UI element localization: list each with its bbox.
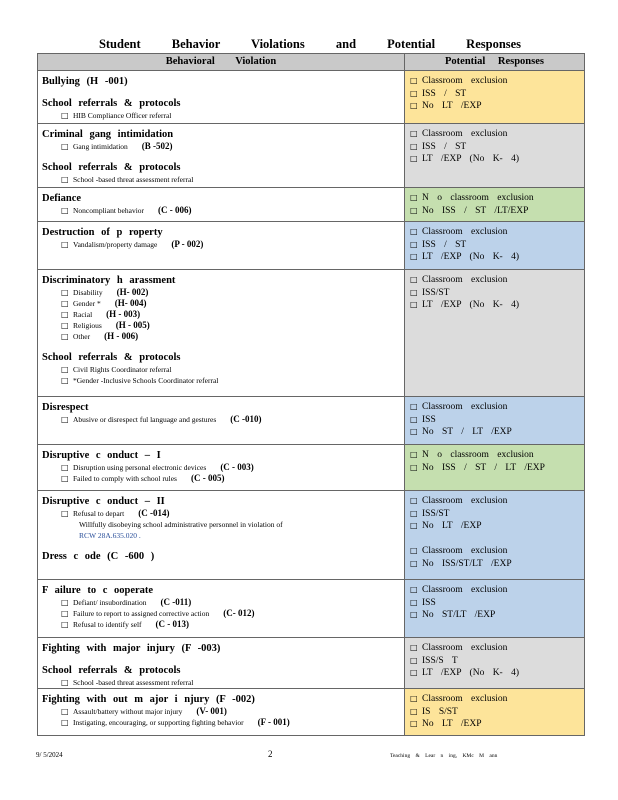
response-text: ISS bbox=[422, 597, 436, 608]
responses-cell bbox=[405, 689, 584, 735]
square-bullet-icon: □ bbox=[61, 415, 69, 424]
square-bullet-icon: □ bbox=[410, 154, 418, 163]
square-bullet-icon: □ bbox=[61, 175, 69, 184]
spacer bbox=[42, 655, 404, 664]
violation-item bbox=[42, 717, 404, 728]
violation-item bbox=[42, 473, 404, 484]
response-text: No ST / LT /EXP bbox=[422, 427, 512, 437]
response-text: ISS / ST bbox=[422, 239, 467, 250]
response-text: Classroom exclusion bbox=[422, 546, 508, 556]
violation-item bbox=[42, 239, 404, 250]
violation-item bbox=[42, 519, 404, 530]
violation-item-text: Other bbox=[73, 332, 91, 341]
square-bullet-icon: □ bbox=[410, 239, 418, 249]
square-bullet-icon: □ bbox=[61, 332, 69, 341]
square-bullet-icon: □ bbox=[410, 655, 418, 665]
response-text: No ISS / ST / LT /EXP bbox=[422, 462, 545, 473]
violation-code: (C- 012) bbox=[223, 608, 255, 618]
violation-item-text: Disability bbox=[73, 288, 103, 297]
violation-code: (H - 005) bbox=[115, 320, 150, 330]
violation-item bbox=[42, 205, 404, 216]
response-item bbox=[410, 449, 584, 462]
violation-item bbox=[42, 309, 404, 320]
response-text: IS S/ST bbox=[422, 706, 458, 717]
violation-heading: Dress c ode (C -600 ) bbox=[42, 551, 155, 562]
square-bullet-icon: □ bbox=[410, 610, 418, 619]
violation-heading: F ailure to c ooperate bbox=[42, 585, 154, 596]
response-text: Classroom exclusion bbox=[422, 402, 508, 412]
response-item bbox=[410, 414, 584, 427]
responses-cell bbox=[405, 188, 584, 221]
response-text: ISS/ST bbox=[422, 508, 450, 519]
violation-item bbox=[42, 508, 404, 519]
response-text: ISS bbox=[422, 414, 436, 425]
response-item bbox=[410, 718, 584, 731]
responses-cell bbox=[405, 638, 584, 688]
table-row bbox=[38, 689, 584, 736]
violation-item-text: Assault/battery without major injury bbox=[73, 707, 183, 716]
responses-cell bbox=[405, 270, 584, 396]
square-bullet-icon: □ bbox=[410, 227, 418, 236]
table-header bbox=[38, 54, 584, 71]
response-text: Classroom exclusion bbox=[422, 585, 508, 595]
response-text: ISS/S T bbox=[422, 655, 458, 666]
violation-cell bbox=[38, 580, 405, 637]
violation-heading: School referrals & protocols bbox=[42, 665, 181, 676]
table-row bbox=[38, 71, 584, 124]
violation-heading: Disruptive c onduct – II bbox=[42, 496, 165, 507]
square-bullet-icon: □ bbox=[410, 101, 418, 110]
response-item bbox=[410, 75, 584, 88]
square-bullet-icon: □ bbox=[410, 193, 418, 202]
violation-cell bbox=[38, 71, 405, 123]
response-text: N o classroom exclusion bbox=[422, 193, 534, 203]
violation-cell bbox=[38, 638, 405, 688]
responses-cell bbox=[405, 71, 584, 123]
square-bullet-icon: □ bbox=[410, 129, 418, 138]
violation-heading: Disrespect bbox=[42, 402, 89, 413]
violation-item bbox=[42, 597, 404, 608]
violation-cell bbox=[38, 222, 405, 269]
response-text: Classroom exclusion bbox=[422, 129, 508, 139]
response-text: Classroom exclusion bbox=[422, 643, 508, 653]
violation-item bbox=[42, 677, 404, 688]
responses-cell bbox=[405, 491, 584, 579]
response-item bbox=[410, 299, 584, 312]
square-bullet-icon: □ bbox=[410, 76, 418, 85]
response-text: Classroom exclusion bbox=[422, 76, 508, 86]
square-bullet-icon: □ bbox=[410, 706, 418, 716]
response-text: ISS/ST bbox=[422, 287, 450, 298]
violation-item-text: Gender * bbox=[73, 299, 101, 308]
square-bullet-icon: □ bbox=[61, 288, 69, 297]
square-bullet-icon: □ bbox=[410, 141, 418, 151]
response-item bbox=[410, 153, 584, 166]
violation-item-text: Willfully disobeying school administrative personnel in violation of bbox=[79, 520, 283, 529]
violation-heading: Defiance bbox=[42, 193, 82, 204]
violation-code: (C - 005) bbox=[190, 473, 225, 483]
violation-item-text: Vandalism/property damage bbox=[73, 240, 158, 249]
square-bullet-icon: □ bbox=[410, 462, 418, 472]
square-bullet-icon: □ bbox=[61, 310, 69, 319]
response-text: No LT /EXP bbox=[422, 719, 482, 729]
response-item bbox=[410, 545, 584, 558]
violation-code: (C - 006) bbox=[158, 205, 192, 215]
violation-item bbox=[42, 331, 404, 342]
responses-cell bbox=[405, 397, 584, 444]
table-row bbox=[38, 270, 584, 397]
response-item bbox=[410, 426, 584, 439]
violation-code: (P - 002) bbox=[171, 239, 204, 249]
response-text: LT /EXP (No K- 4) bbox=[422, 668, 520, 678]
response-item bbox=[410, 192, 584, 205]
violation-item-text: HIB Compliance Officer referral bbox=[73, 111, 172, 120]
response-item bbox=[410, 100, 584, 113]
violation-item-text: School -based threat assessment referral bbox=[73, 175, 194, 184]
violation-cell bbox=[38, 689, 405, 735]
square-bullet-icon: □ bbox=[61, 678, 69, 687]
violation-item-text: Noncompliant behavior bbox=[73, 206, 145, 215]
violation-heading: Bullying (H -001) bbox=[42, 76, 128, 87]
square-bullet-icon: □ bbox=[410, 668, 418, 677]
violation-item-text: *Gender -Inclusive Schools Coordinator referral bbox=[73, 376, 219, 385]
table-row bbox=[38, 222, 584, 270]
header-behavioral-violation: Behavioral Violation bbox=[38, 54, 405, 70]
response-text: LT /EXP (No K- 4) bbox=[422, 252, 520, 262]
square-bullet-icon: □ bbox=[410, 585, 418, 594]
response-item bbox=[410, 667, 584, 680]
response-item bbox=[410, 584, 584, 597]
response-item bbox=[410, 88, 584, 101]
violation-item bbox=[42, 174, 404, 185]
violation-item bbox=[42, 375, 404, 386]
violation-heading: School referrals & protocols bbox=[42, 98, 181, 109]
square-bullet-icon: □ bbox=[61, 707, 69, 716]
violation-code: (V- 001) bbox=[196, 706, 227, 716]
violation-item-text: Abusive or disrespect ful language and gestures bbox=[73, 415, 217, 424]
footer-page-number: 2 bbox=[268, 749, 273, 759]
violation-item bbox=[42, 364, 404, 375]
response-text: No ISS / ST /LT/EXP bbox=[422, 205, 529, 216]
square-bullet-icon: □ bbox=[61, 376, 69, 385]
square-bullet-icon: □ bbox=[410, 694, 418, 703]
violation-cell bbox=[38, 270, 405, 396]
response-item bbox=[410, 693, 584, 706]
square-bullet-icon: □ bbox=[410, 205, 418, 215]
response-item bbox=[410, 609, 584, 622]
response-text: Classroom exclusion bbox=[422, 694, 508, 704]
square-bullet-icon: □ bbox=[61, 463, 69, 472]
violation-heading: Fighting with major injury (F -003) bbox=[42, 643, 221, 654]
response-item bbox=[410, 251, 584, 264]
response-item bbox=[410, 141, 584, 154]
response-text: No ST/LT /EXP bbox=[422, 610, 496, 620]
violation-cell bbox=[38, 397, 405, 444]
violation-item-text[interactable]: RCW 28A.635.020 . bbox=[79, 531, 141, 540]
square-bullet-icon: □ bbox=[410, 643, 418, 652]
response-item bbox=[410, 401, 584, 414]
response-item bbox=[410, 642, 584, 655]
violation-item bbox=[42, 287, 404, 298]
violation-cell bbox=[38, 124, 405, 187]
violation-code: (H- 004) bbox=[114, 298, 147, 308]
response-text: Classroom exclusion bbox=[422, 275, 508, 285]
table-row bbox=[38, 188, 584, 222]
response-item bbox=[410, 226, 584, 239]
violation-item-text: Disruption using personal electronic devices bbox=[73, 463, 207, 472]
spacer bbox=[42, 342, 404, 351]
violation-code: (H- 002) bbox=[116, 287, 149, 297]
responses-cell bbox=[405, 222, 584, 269]
violation-item-text: Defiant/ insubordination bbox=[73, 598, 147, 607]
square-bullet-icon: □ bbox=[410, 719, 418, 728]
response-item bbox=[410, 274, 584, 287]
footer-department: Teaching & Lear n ing, KMc M ann bbox=[390, 753, 498, 759]
square-bullet-icon: □ bbox=[410, 496, 418, 505]
response-item bbox=[410, 655, 584, 668]
square-bullet-icon: □ bbox=[410, 88, 418, 98]
header-potential-responses: Potential Responses bbox=[445, 56, 544, 67]
square-bullet-icon: □ bbox=[410, 508, 418, 518]
violation-code: (B -502) bbox=[141, 141, 173, 151]
square-bullet-icon: □ bbox=[410, 521, 418, 530]
square-bullet-icon: □ bbox=[61, 111, 69, 120]
response-item bbox=[410, 706, 584, 719]
square-bullet-icon: □ bbox=[410, 450, 418, 459]
response-text: ISS / ST bbox=[422, 141, 467, 152]
violation-heading: School referrals & protocols bbox=[42, 352, 181, 363]
response-item bbox=[410, 239, 584, 252]
square-bullet-icon: □ bbox=[61, 142, 69, 151]
square-bullet-icon: □ bbox=[61, 321, 69, 330]
response-text: ISS / ST bbox=[422, 88, 467, 99]
response-item bbox=[410, 128, 584, 141]
table-row bbox=[38, 638, 584, 689]
violation-code: (C - 013) bbox=[155, 619, 190, 629]
violation-item bbox=[42, 619, 404, 630]
table-row bbox=[38, 580, 584, 638]
violation-heading: Disruptive c onduct – I bbox=[42, 450, 161, 461]
response-item bbox=[410, 508, 584, 521]
violation-heading: Fighting with out m ajor i njury (F -002) bbox=[42, 694, 255, 705]
square-bullet-icon: □ bbox=[410, 597, 418, 607]
violation-cell bbox=[38, 445, 405, 490]
response-item bbox=[410, 597, 584, 610]
response-item bbox=[410, 205, 584, 218]
table-body bbox=[38, 71, 584, 736]
table-row bbox=[38, 445, 584, 491]
violation-item bbox=[42, 414, 404, 425]
table-row bbox=[38, 491, 584, 580]
response-item bbox=[410, 558, 584, 571]
violation-code: (C - 003) bbox=[220, 462, 254, 472]
square-bullet-icon: □ bbox=[61, 299, 69, 308]
square-bullet-icon: □ bbox=[410, 402, 418, 411]
square-bullet-icon: □ bbox=[61, 474, 69, 483]
square-bullet-icon: □ bbox=[61, 206, 69, 215]
spacer bbox=[42, 152, 404, 161]
response-text: No LT /EXP bbox=[422, 521, 482, 531]
violation-item bbox=[42, 608, 404, 619]
violation-code: (F - 001) bbox=[257, 717, 290, 727]
violation-item-text: Racial bbox=[73, 310, 93, 319]
response-item bbox=[410, 520, 584, 533]
violation-item bbox=[42, 110, 404, 121]
violation-item bbox=[42, 530, 404, 541]
page-title: Student Behavior Violations and Potential Responses bbox=[98, 37, 522, 51]
spacer bbox=[42, 88, 404, 97]
response-item bbox=[410, 533, 584, 546]
responses-cell bbox=[405, 445, 584, 490]
square-bullet-icon: □ bbox=[61, 365, 69, 374]
square-bullet-icon: □ bbox=[61, 598, 69, 607]
violation-item-text: Gang intimidation bbox=[73, 142, 128, 151]
violation-item-text: Religious bbox=[73, 321, 102, 330]
square-bullet-icon: □ bbox=[61, 509, 69, 518]
response-item bbox=[410, 287, 584, 300]
responses-cell bbox=[405, 580, 584, 637]
violations-table bbox=[37, 53, 585, 736]
violation-heading: Criminal gang intimidation bbox=[42, 129, 174, 140]
response-text: Classroom exclusion bbox=[422, 496, 508, 506]
violation-item bbox=[42, 141, 404, 152]
response-text: No ISS/ST/LT /EXP bbox=[422, 558, 512, 569]
square-bullet-icon: □ bbox=[61, 718, 69, 727]
violation-item-text: Failure to report to assigned corrective action bbox=[73, 609, 210, 618]
response-item bbox=[410, 495, 584, 508]
violation-heading: Destruction of p roperty bbox=[42, 227, 163, 238]
table-row bbox=[38, 397, 584, 445]
violation-item-text: Refusal to identify self bbox=[73, 620, 142, 629]
square-bullet-icon: □ bbox=[410, 558, 418, 568]
violation-code: (H - 006) bbox=[104, 331, 139, 341]
violation-item bbox=[42, 298, 404, 309]
response-text: No LT /EXP bbox=[422, 101, 482, 111]
response-text: N o classroom exclusion bbox=[422, 450, 534, 460]
square-bullet-icon: □ bbox=[410, 414, 418, 424]
violation-item-text: School -based threat assessment referral bbox=[73, 678, 194, 687]
square-bullet-icon: □ bbox=[410, 427, 418, 436]
responses-cell bbox=[405, 124, 584, 187]
violation-code: (C -011) bbox=[160, 597, 192, 607]
square-bullet-icon: □ bbox=[410, 546, 418, 555]
violation-item-text: Civil Rights Coordinator referral bbox=[73, 365, 172, 374]
violation-item bbox=[42, 706, 404, 717]
square-bullet-icon: □ bbox=[410, 275, 418, 284]
violation-code: (C -010) bbox=[230, 414, 262, 424]
violation-item-text: Failed to comply with school rules bbox=[73, 474, 177, 483]
response-text: LT /EXP (No K- 4) bbox=[422, 154, 520, 164]
square-bullet-icon: □ bbox=[61, 240, 69, 249]
square-bullet-icon: □ bbox=[61, 609, 69, 618]
violation-heading: School referrals & protocols bbox=[42, 162, 181, 173]
violation-item-text: Instigating, encouraging, or supporting fighting behavior bbox=[73, 718, 244, 727]
violation-heading: Discriminatory h arassment bbox=[42, 275, 176, 286]
violation-item-text: Refusal to depart bbox=[73, 509, 125, 518]
violation-cell bbox=[38, 188, 405, 221]
response-text: LT /EXP (No K- 4) bbox=[422, 300, 520, 310]
violation-item bbox=[42, 462, 404, 473]
table-row bbox=[38, 124, 584, 188]
violation-code: (C -014) bbox=[138, 508, 170, 518]
response-text: Classroom exclusion bbox=[422, 227, 508, 237]
response-item bbox=[410, 462, 584, 475]
spacer bbox=[42, 541, 404, 550]
square-bullet-icon: □ bbox=[61, 620, 69, 629]
violation-item bbox=[42, 320, 404, 331]
square-bullet-icon: □ bbox=[410, 252, 418, 261]
violation-cell bbox=[38, 491, 405, 579]
footer-date: 9/ 5/2024 bbox=[36, 751, 63, 759]
violation-code: (H - 003) bbox=[106, 309, 141, 319]
square-bullet-icon: □ bbox=[410, 300, 418, 309]
square-bullet-icon: □ bbox=[410, 287, 418, 297]
